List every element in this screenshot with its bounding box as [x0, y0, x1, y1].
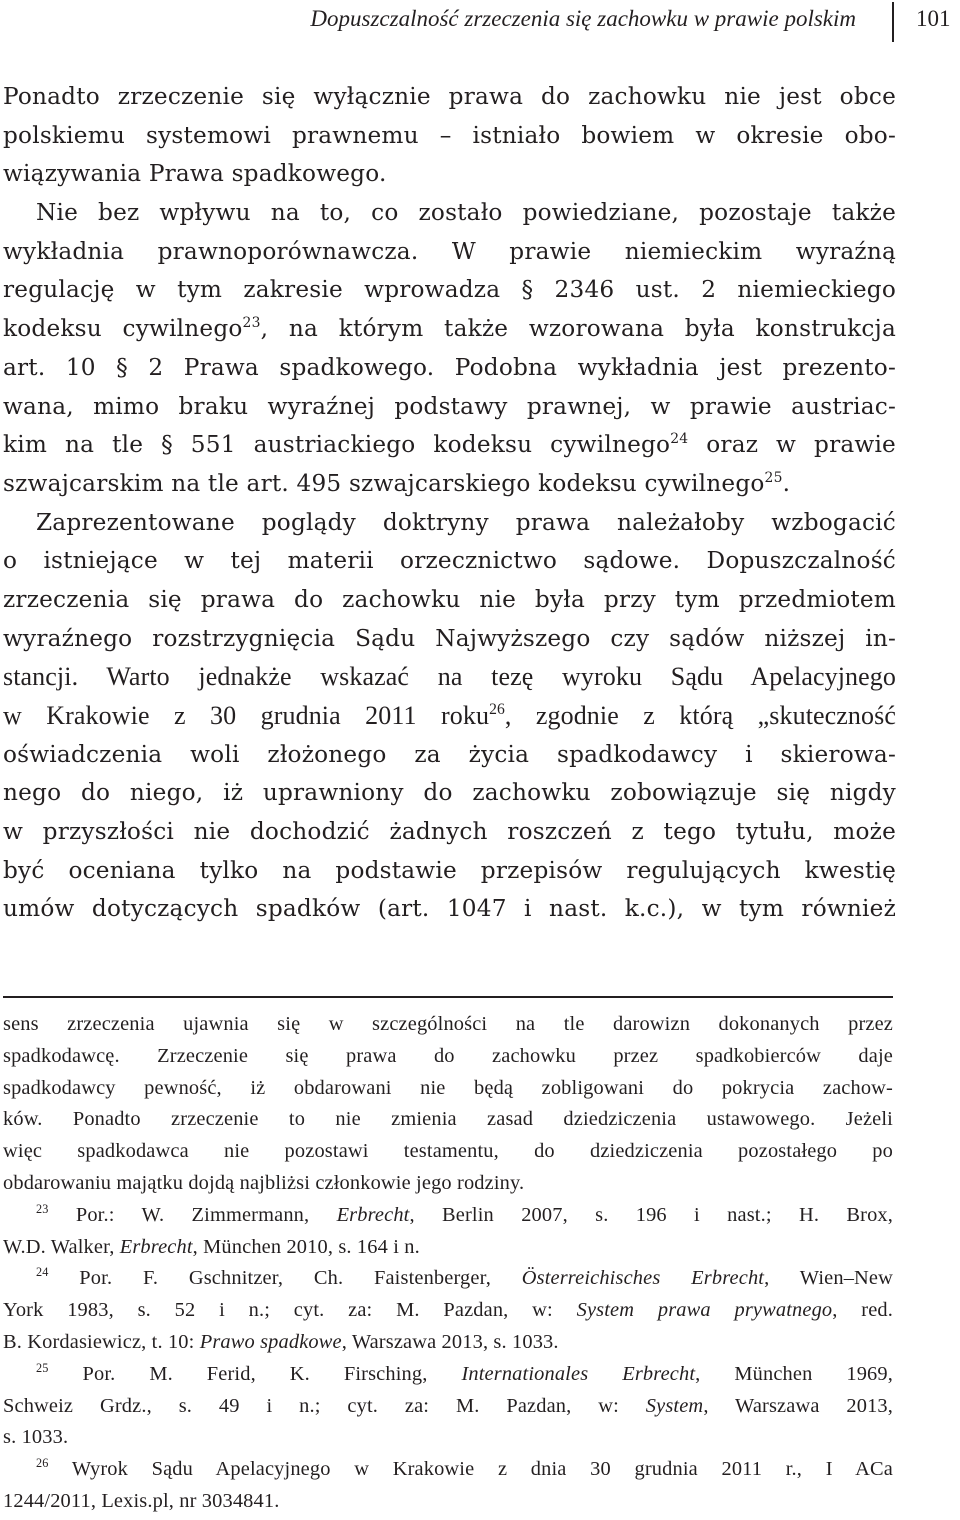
footnote-text: s. 1033.	[3, 1426, 69, 1449]
body-line	[3, 271, 896, 310]
page-number: 101	[916, 6, 951, 31]
body-line-text: Ponadto zrzeczenie się wyłącznie prawa do zachowku nie jest obce	[3, 83, 896, 110]
body-text	[3, 78, 896, 929]
body-line	[3, 620, 896, 659]
body-line-text: Zaprezentowane poglądy doktryny prawa należałoby wzbogacić	[36, 508, 896, 536]
body-line-text: oraz w prawie	[688, 431, 896, 459]
body-line-text: zrzeczenia się prawa do zachowku nie była przy tym przedmiotem	[3, 585, 896, 613]
body-line-text: w Krakowie z 30 grudnia 2011 roku	[3, 701, 490, 730]
footnote-text: ków. Ponadto zrzeczenie to nie zmienia zasad dziedziczenia ustawowego. Jeżeli	[3, 1108, 893, 1131]
body-line	[3, 736, 896, 775]
footnote-text: sens zrzeczenia ujawnia się w szczególności na tle darowizn dokonanych przez	[3, 1013, 893, 1035]
footnote-reference[interactable]: 25	[764, 469, 783, 486]
footnote-reference[interactable]: 24	[670, 431, 689, 448]
footnote-text: 1244/2011, Lexis.pl, nr 3034841.	[3, 1489, 280, 1512]
footnote-line	[3, 1327, 893, 1359]
footnote-line	[3, 1486, 893, 1518]
footnote-reference[interactable]: 26	[489, 700, 505, 718]
footnote-text: Por. F. Gschnitzer, Ch. Faistenberger,	[48, 1267, 522, 1290]
footnote-title-italic: Erbrecht	[336, 1203, 410, 1226]
body-line	[3, 465, 896, 504]
body-line	[3, 504, 896, 543]
footnote-text: , München 2010, s. 164 i n.	[192, 1235, 420, 1258]
footnote-number: 26	[36, 1456, 49, 1471]
body-line-text: kim na tle § 551 austriackiego kodeksu cywilnego	[3, 431, 671, 459]
footnote-text: Schweiz Grdz., s. 49 i n.; cyt. za: M. Pazdan, w:	[3, 1394, 646, 1417]
footnote-text: , Warszawa 2013,	[703, 1394, 893, 1417]
body-line-text: regulację w tym zakresie wprowadza § 2346 ust. 2 niemieckiego	[3, 276, 896, 304]
running-header	[0, 0, 960, 46]
footnote-number: 23	[36, 1201, 49, 1216]
body-line	[3, 852, 896, 891]
footnote-text: Wyrok Sądu Apelacyjnego w Krakowie z dnia 30 grudnia 2011 r., I ACa	[48, 1458, 893, 1481]
footnote-title-italic: Österreichisches Erbrecht	[521, 1267, 765, 1290]
body-line-text: w przyszłości nie dochodzić żadnych roszczeń z tego tytułu, może	[3, 818, 896, 846]
footnote-text: więc spadkodawca nie pozostawi testamentu, do dziedziczenia pozostałego po	[3, 1140, 893, 1163]
body-line-text: , zgodnie z którą „skuteczność	[504, 701, 896, 730]
footnote-line	[3, 1391, 893, 1423]
body-line-text: .	[782, 469, 791, 497]
footnote-number: 24	[36, 1265, 49, 1280]
body-line-text: art. 10 § 2 Prawa spadkowego. Podobna wykładnia jest prezento-	[3, 353, 896, 381]
body-line	[3, 890, 896, 929]
body-line	[3, 774, 896, 813]
body-line	[3, 233, 896, 272]
footnote-line	[3, 1009, 893, 1041]
body-line	[3, 117, 896, 156]
footnote-line	[3, 1168, 893, 1200]
footnote-text: Por. M. Ferid, K. Firsching,	[48, 1362, 462, 1385]
body-line-text: o istniejące w tej materii orzecznictwo sądowe. Dopuszczalność	[3, 547, 896, 575]
body-line	[3, 78, 896, 117]
body-line	[3, 310, 896, 349]
footnote-line	[3, 1200, 893, 1232]
footnote-title-italic: System	[645, 1394, 704, 1417]
body-line-text: kodeksu cywilnego	[3, 315, 243, 343]
body-line-text: szwajcarskim na tle art. 495 szwajcarskiego kodeksu cywilnego	[3, 469, 765, 497]
body-line-text: stancji. Warto jednakże wskazać na tezę wyroku Sądu Apelacyjnego	[3, 662, 896, 692]
footnote-text: , Wien–New	[764, 1267, 893, 1290]
body-line	[3, 194, 896, 233]
body-line-text: wiązywania Prawa spadkowego.	[3, 160, 387, 188]
body-line-text: wyraźnego rozstrzygnięcia Sądu Najwyższego czy sądów niższej in-	[3, 624, 896, 652]
body-line	[3, 388, 896, 427]
footnote-line	[3, 1104, 893, 1136]
body-line	[3, 542, 896, 581]
footnotes	[3, 1009, 893, 1518]
body-line-text: oświadczenia woli złożonego za życia spadkodawcy i skierowa-	[3, 740, 896, 768]
footnote-line	[3, 1422, 893, 1454]
body-line	[3, 426, 896, 465]
body-line	[3, 155, 896, 194]
body-line-text: umów dotyczących spadków (art. 1047 i nast. k.c.), w tym również	[3, 895, 896, 923]
footnote-title-italic: Erbrecht	[119, 1235, 193, 1258]
footnote-line	[3, 1454, 893, 1486]
body-line-text: , na którym także wzorowana była konstrukcja	[260, 315, 896, 343]
body-line	[3, 581, 896, 620]
footnote-text: B. Kordasiewicz, t. 10:	[3, 1330, 200, 1353]
footnote-text: , Berlin 2007, s. 196 i nast.; H. Brox,	[409, 1203, 893, 1226]
body-line	[3, 658, 896, 697]
body-line-text: Nie bez wpływu na to, co zostało powiedziane, pozostaje także	[36, 199, 896, 227]
footnote-text: spadkodawcy pewność, iż obdarowani nie będą zobligowani do pokrycia zachow-	[3, 1076, 893, 1099]
body-line	[3, 697, 896, 736]
footnote-line	[3, 1295, 893, 1327]
footnote-text: , München 1969,	[695, 1362, 893, 1385]
running-title: Dopuszczalność zrzeczenia się zachowku w prawie polskim	[310, 6, 856, 31]
footnote-reference[interactable]: 23	[242, 315, 261, 332]
body-line	[3, 349, 896, 388]
footnote-text: York 1983, s. 52 i n.; cyt. za: M. Pazdan, w:	[3, 1299, 577, 1322]
footnote-text: , red.	[832, 1299, 893, 1322]
footnote-number: 25	[36, 1360, 49, 1375]
footnote-title-italic: Prawo spadkowe	[199, 1330, 342, 1353]
footnote-text: spadkodawcę. Zrzeczenie się prawa do zachowku przez spadkobierców daje	[3, 1044, 893, 1067]
footnote-line	[3, 1136, 893, 1168]
header-divider	[892, 2, 894, 42]
footnote-line	[3, 1359, 893, 1391]
body-line-text: wana, mimo braku wyraźnej podstawy prawnej, w prawie austriac-	[3, 392, 896, 420]
body-line	[3, 813, 896, 852]
body-line-text: polskiemu systemowi prawnemu – istniało bowiem w okresie obo-	[3, 121, 896, 149]
footnote-line	[3, 1232, 893, 1264]
footnote-separator	[3, 996, 893, 998]
footnote-line	[3, 1041, 893, 1073]
footnote-title-italic: Internationales Erbrecht	[461, 1362, 696, 1385]
body-line-text: być oceniana tylko na podstawie przepisów regulujących kwestię	[3, 856, 896, 884]
footnote-line	[3, 1073, 893, 1105]
footnote-text: , Warszawa 2013, s. 1033.	[341, 1330, 559, 1353]
footnote-text: Por.: W. Zimmermann,	[48, 1203, 337, 1226]
footnote-text: W.D. Walker,	[3, 1235, 120, 1258]
body-line-text: wykładnia prawnoporównawcza. W prawie niemieckim wyraźną	[3, 237, 896, 265]
footnote-text: obdarowaniu majątku dojdą najbliżsi członkowie jego rodziny.	[3, 1171, 525, 1194]
footnote-line	[3, 1263, 893, 1295]
footnote-title-italic: System prawa prywatnego	[576, 1299, 833, 1322]
body-line-text: nego do niego, iż uprawniony do zachowku zobowiązuje się nigdy	[3, 779, 896, 807]
